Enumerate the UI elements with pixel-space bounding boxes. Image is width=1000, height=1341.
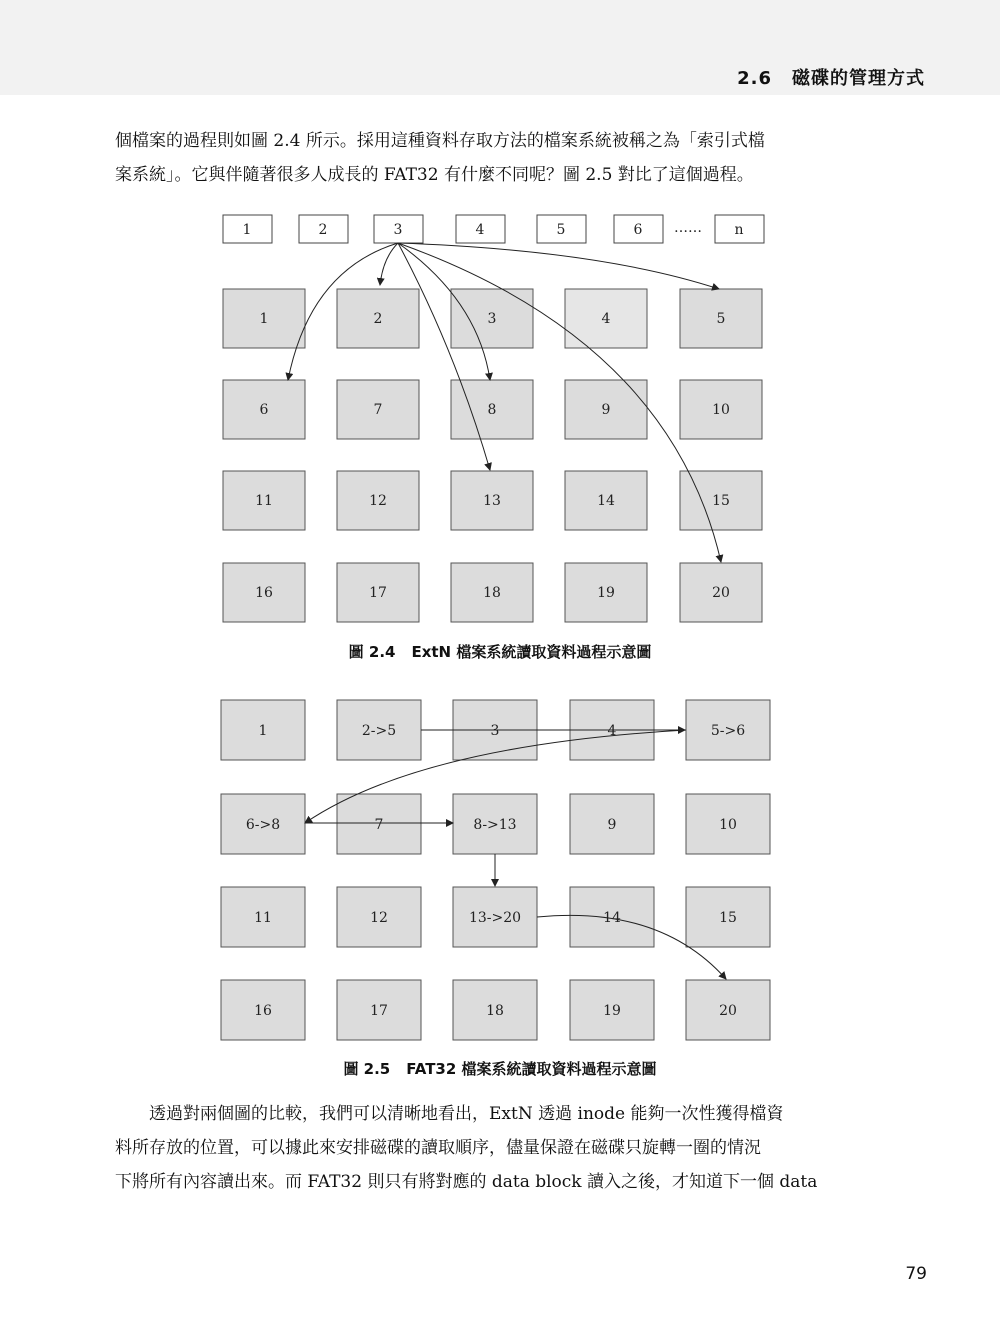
data-block-label: 9	[601, 402, 611, 418]
data-block-label: 17	[369, 585, 387, 601]
index-block-label: 5	[556, 222, 566, 238]
index-block-label: 3	[393, 222, 403, 238]
data-block-label: 8	[487, 402, 497, 418]
pointer-arrow-to-5	[398, 243, 719, 289]
index-block-label: 2	[318, 222, 328, 238]
data-block-label: 1	[258, 723, 268, 739]
data-block-label: 11	[254, 910, 272, 926]
caption-text: FAT32 檔案系統讀取資料過程示意圖	[406, 1060, 657, 1078]
data-block-label: 6	[259, 402, 269, 418]
data-block-label: 2	[373, 311, 383, 327]
data-block-label: 5	[716, 311, 726, 327]
data-block-label: 10	[719, 817, 737, 833]
index-block-label: 4	[475, 222, 485, 238]
paragraph-line: 透過對兩個圖的比較，我們可以清晰地看出，ExtN 透過 inode 能夠一次性獲得檔資	[149, 1104, 784, 1124]
section-number: 2.6	[737, 68, 772, 89]
data-block-label: 20	[712, 585, 730, 601]
data-block-label: 3	[487, 311, 497, 327]
data-block-label: 2->5	[361, 723, 397, 739]
data-block-label: 10	[712, 402, 730, 418]
data-block-label: 18	[483, 585, 501, 601]
body-paragraph-1	[115, 124, 887, 192]
caption-number: 圖 2.4	[348, 643, 396, 661]
data-block-label: 19	[603, 1003, 621, 1019]
section-title: 磁碟的管理方式	[792, 68, 925, 89]
data-block-label: 4	[601, 311, 611, 327]
data-block-label: 7	[374, 817, 384, 833]
paragraph-line: 下將所有內容讀出來。而 FAT32 則只有將對應的 data block 讀入之後，才知道下一個 data	[115, 1172, 818, 1192]
data-block-label: 7	[373, 402, 383, 418]
paragraph-line: 料所存放的位置，可以據此來安排磁碟的讀取順序，儘量保證在磁碟只旋轉一圈的情況	[115, 1138, 761, 1158]
data-block-label: 18	[486, 1003, 504, 1019]
paragraph-line: 案系統」。它與伴隨著很多人成長的 FAT32 有什麼不同呢？圖 2.5 對比了這個過程。	[115, 165, 754, 185]
data-block-label: 5->6	[710, 723, 746, 739]
data-block-label: 14	[597, 493, 615, 509]
data-block-label: 13	[483, 493, 501, 509]
data-block-label: 14	[603, 910, 621, 926]
data-block-label: 4	[607, 723, 617, 739]
data-block-label: 12	[369, 493, 387, 509]
data-block-label: 15	[712, 493, 730, 509]
data-block-label: 16	[254, 1003, 272, 1019]
index-block-row	[223, 215, 764, 243]
index-block-label: 1	[242, 222, 252, 238]
index-block-label: 6	[633, 222, 643, 238]
paragraph-line: 個檔案的過程則如圖 2.4 所示。採用這種資料存取方法的檔案系統被稱之為「索引式檔	[115, 131, 765, 151]
data-block-label: 13->20	[468, 910, 522, 926]
data-block-label: 6->8	[245, 817, 281, 833]
data-block-label: 20	[719, 1003, 737, 1019]
data-block-label: 8->13	[473, 817, 517, 833]
pointer-arrow-to-2	[380, 243, 398, 285]
data-block-label: 11	[255, 493, 273, 509]
caption-number: 圖 2.5	[343, 1060, 391, 1078]
index-ellipsis: ……	[674, 220, 702, 236]
data-block-label: 19	[597, 585, 615, 601]
figure-caption	[0, 1058, 1000, 1079]
figure-fat32-diagram	[0, 690, 1000, 1050]
data-block-label: 15	[719, 910, 737, 926]
index-block-label: n	[734, 222, 744, 238]
data-block-label: 17	[370, 1003, 388, 1019]
figure-caption	[0, 641, 1000, 662]
page-number: 79	[905, 1264, 927, 1284]
pointer-arrow-to-20	[398, 243, 721, 562]
running-header	[737, 64, 925, 90]
data-block-label: 3	[490, 723, 500, 739]
data-block-label: 16	[255, 585, 273, 601]
caption-text: ExtN 檔案系統讀取資料過程示意圖	[411, 643, 652, 661]
figure-extn-diagram	[0, 205, 1000, 635]
body-paragraph-2	[115, 1097, 887, 1199]
data-block-grid	[223, 289, 762, 622]
data-block-label: 9	[607, 817, 617, 833]
data-block-label: 12	[370, 910, 388, 926]
data-block-label: 1	[259, 311, 269, 327]
